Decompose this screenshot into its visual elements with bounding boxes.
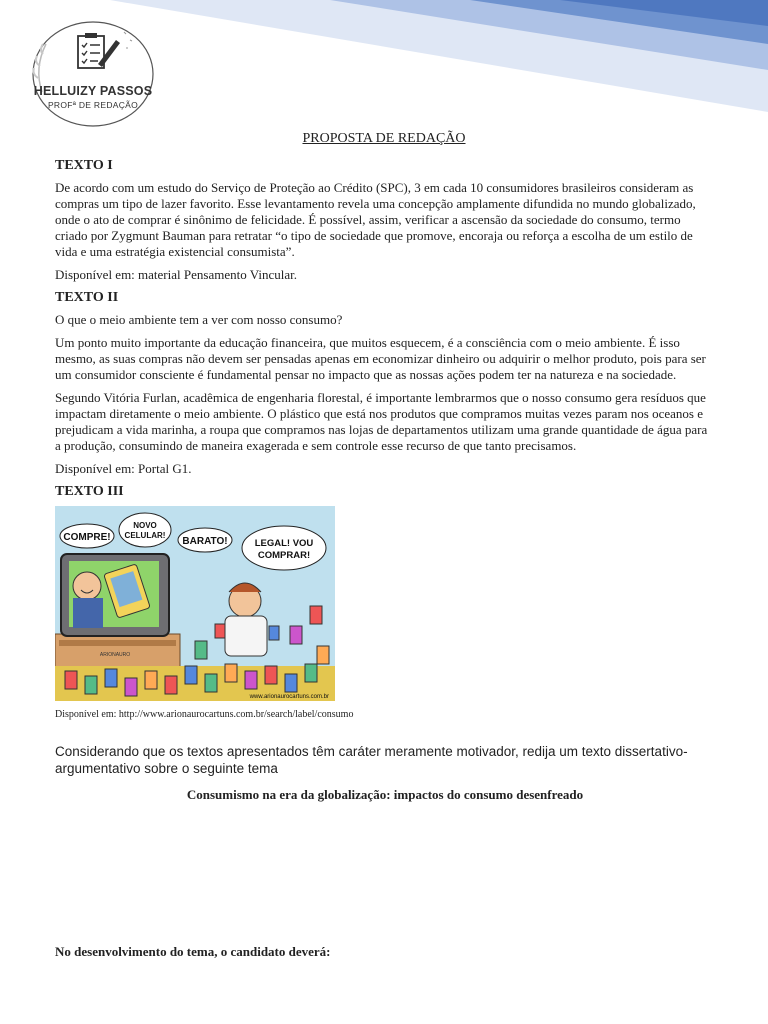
bubble-barato: BARATO! <box>182 536 228 547</box>
document-body <box>55 158 715 803</box>
cartoon-signature: ARIONAURO <box>99 652 131 658</box>
consumerism-cartoon <box>55 506 335 701</box>
texto2-source: Disponível em: Portal G1. <box>55 461 192 476</box>
texto2-paragraph-1: Um ponto muito importante da educação financeira, que muitos esquecem, é a consciência com o meio ambiente. É isso mesmo, as suas compras não devem ser pensadas apenas em economizar dinheiro ou adquirir o melhor produto, pois para ser um consumidor consciente é fundamental pensar no impacto que as nossas ações podem ter na natureza e na sociedade. <box>55 335 706 382</box>
texto2-paragraph-2: Segundo Vitória Furlan, acadêmica de engenharia florestal, é importante lembrarmos que o nosso consumo gera resíduos que impactam diretamente o meio ambiente. O plástico que está nos produtos que compramos muitas vezes param nos oceanos e prejudicam a vida marinha, a roupa que compramos nas lojas de departamentos utilizam uma grande quantidade de água para a produção, consumindo de maneira exagerada e sem controle esse recurso de que tanto precisamos. <box>55 390 708 453</box>
bubble-compre: COMPRE! <box>63 532 111 543</box>
bubble-novo: NOVO <box>133 521 157 530</box>
texto2-question: O que o meio ambiente tem a ver com nosso consumo? <box>55 312 343 327</box>
essay-prompt: Considerando que os textos apresentados têm caráter meramente motivador, redija um texto dissertativo-argumentativo sobre o seguinte tema <box>55 744 688 776</box>
logo-name: HELLUIZY PASSOS <box>33 84 153 98</box>
texto1-heading: TEXTO I <box>55 158 113 173</box>
texto3-source: Disponível em: http://www.arionaurocartuns.com.br/search/label/consumo <box>55 709 354 720</box>
texto1-body: De acordo com um estudo do Serviço de Proteção ao Crédito (SPC), 3 em cada 10 consumidores brasileiros consideram as compras um tipo de lazer favorito. Esse levantamento revela uma concepção amplamente difundida no mundo globalizado, onde o ato de comprar é sinônimo de felicidade. É possível, assim, verificar a ascensão da sociedade do consumo, termo criado por Zygmunt Bauman para retratar “o tipo de sociedade que promove, encoraja ou reforça a escolha de um estilo de vida e uma estratégia existencial consumista”. <box>55 180 696 259</box>
instructions-heading: No desenvolvimento do tema, o candidato deverá: <box>55 944 331 959</box>
texto2-heading: TEXTO II <box>55 290 119 305</box>
texto3-heading: TEXTO III <box>55 484 124 499</box>
texto1-source: Disponível em: material Pensamento Vincular. <box>55 267 297 282</box>
bubble-legal: LEGAL! VOU <box>254 538 314 549</box>
bubble-celular: CELULAR! <box>124 531 166 540</box>
cartoon-credit: www.arionaurocartuns.com.br <box>249 694 329 700</box>
logo-subtitle: PROFª DE REDAÇÃO <box>47 100 139 110</box>
bubble-comprar: COMPRAR! <box>257 550 311 561</box>
essay-theme: Consumismo na era da globalização: impactos do consumo desenfreado <box>186 787 584 802</box>
logo <box>28 18 158 130</box>
page-title: PROPOSTA DE REDAÇÃO <box>302 131 466 146</box>
